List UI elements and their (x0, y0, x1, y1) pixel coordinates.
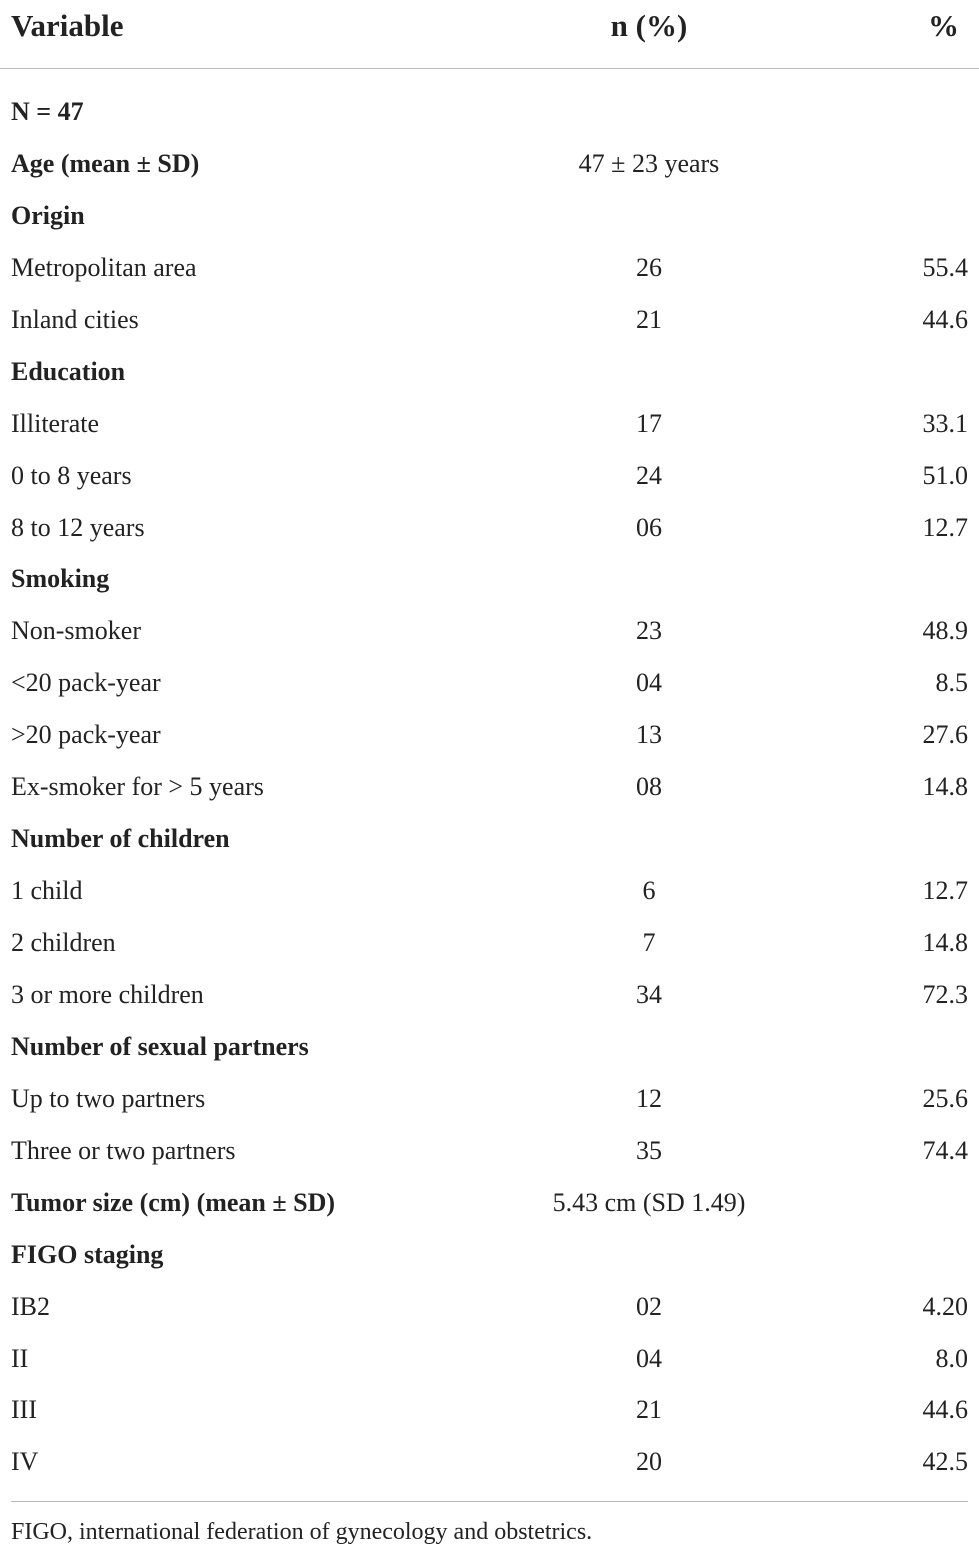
row-percent-value: 12.7 (922, 876, 968, 906)
row-label: Number of children (11, 824, 230, 854)
table-row (0, 709, 979, 761)
row-label: 3 or more children (11, 979, 204, 1009)
row-label: Education (11, 356, 126, 386)
row-label: N = 47 (11, 97, 84, 126)
row-percent-value: 55.4 (922, 252, 968, 282)
row-n-value: 23 (636, 616, 662, 646)
table-row (0, 969, 979, 1021)
row-percent-value: 14.8 (922, 772, 968, 802)
row-label: IV (11, 1447, 39, 1477)
row-label: IB2 (11, 1291, 50, 1321)
section-row (0, 1229, 979, 1281)
row-label: 8 to 12 years (11, 512, 145, 542)
row-percent-value: 8.0 (935, 1343, 968, 1373)
row-n-value: 47 ± 23 years (578, 148, 720, 178)
row-label: Three or two partners (11, 1135, 236, 1165)
section-row (0, 190, 979, 242)
row-label: 2 children (11, 928, 116, 957)
row-n-value: 13 (636, 720, 662, 750)
row-percent-value: 42.5 (922, 1447, 968, 1477)
table-row (0, 657, 979, 709)
row-n-value: 02 (636, 1291, 662, 1321)
row-percent-value: 33.1 (922, 408, 968, 438)
row-n-value: 5.43 cm (SD 1.49) (552, 1187, 746, 1217)
section-row (0, 553, 979, 605)
row-label: Ex-smoker for > 5 years (11, 772, 264, 802)
row-label: Illiterate (11, 408, 100, 438)
row-label: Tumor size (cm) (mean ± SD) (11, 1187, 336, 1217)
footer-divider (11, 1501, 968, 1502)
row-percent-value: 44.6 (922, 304, 968, 334)
row-label: <20 pack-year (11, 668, 161, 698)
table-header-row (0, 0, 979, 69)
row-label: Number of sexual partners (11, 1031, 309, 1061)
section-row (0, 346, 979, 398)
row-n-value: 34 (636, 979, 662, 1009)
row-percent-value: 14.8 (922, 928, 968, 957)
row-percent-value: 51.0 (922, 460, 968, 490)
header-variable: Variable (11, 8, 124, 43)
row-label: Smoking (11, 564, 110, 594)
table-row (0, 1436, 979, 1488)
row-percent-value: 74.4 (922, 1135, 968, 1165)
table-body (0, 86, 979, 1488)
row-percent-value: 8.5 (935, 668, 968, 698)
row-n-value: 6 (642, 876, 656, 906)
row-label: 0 to 8 years (11, 460, 132, 490)
table-row (0, 450, 979, 502)
row-n-value: 26 (636, 252, 662, 282)
row-label: Up to two partners (11, 1083, 206, 1113)
row-n-value: 04 (636, 668, 662, 698)
row-percent-value: 27.6 (922, 720, 968, 750)
header-n-percent: n (%) (610, 8, 688, 43)
table-row (0, 1125, 979, 1177)
table-row (0, 1384, 979, 1436)
table-row (0, 1333, 979, 1385)
row-percent-value: 44.6 (922, 1395, 968, 1425)
header-percent: % (928, 8, 959, 43)
row-label: III (11, 1395, 37, 1425)
row-label: Inland cities (11, 304, 139, 334)
table-row (0, 865, 979, 917)
section-row (0, 1021, 979, 1073)
row-label: II (11, 1343, 29, 1373)
table-row (0, 605, 979, 657)
table-row (0, 1073, 979, 1125)
table-row (0, 242, 979, 294)
row-n-value: 17 (636, 408, 662, 438)
row-label: Metropolitan area (11, 252, 197, 282)
row-n-value: 04 (636, 1343, 662, 1373)
row-label: FIGO staging (11, 1239, 164, 1269)
row-label: Non-smoker (11, 616, 141, 646)
row-percent-value: 48.9 (922, 616, 968, 646)
table-row (0, 1281, 979, 1333)
row-n-value: 7 (642, 928, 656, 957)
row-label: Origin (11, 200, 85, 230)
row-percent-value: 72.3 (922, 979, 968, 1009)
row-n-value: 21 (636, 1395, 662, 1425)
section-row (0, 138, 979, 190)
row-n-value: 08 (636, 772, 662, 802)
row-n-value: 20 (636, 1447, 662, 1477)
row-label: Age (mean ± SD) (11, 148, 200, 178)
row-n-value: 21 (636, 304, 662, 334)
table-row (0, 398, 979, 450)
row-percent-value: 25.6 (922, 1083, 968, 1113)
table-row (0, 917, 979, 969)
row-n-value: 24 (636, 460, 662, 490)
section-row (0, 86, 979, 138)
row-n-value: 06 (636, 512, 662, 542)
table-row (0, 294, 979, 346)
section-row (0, 813, 979, 865)
row-n-value: 35 (636, 1135, 662, 1165)
row-percent-value: 12.7 (922, 512, 968, 542)
row-n-value: 12 (636, 1083, 662, 1113)
section-row (0, 1177, 979, 1229)
row-percent-value: 4.20 (922, 1291, 968, 1321)
row-label: 1 child (11, 876, 83, 906)
table-row (0, 502, 979, 554)
table-footnote: FIGO, international federation of gynecology and obstetrics. (11, 1519, 593, 1545)
row-label: >20 pack-year (11, 720, 161, 750)
table-row (0, 761, 979, 813)
